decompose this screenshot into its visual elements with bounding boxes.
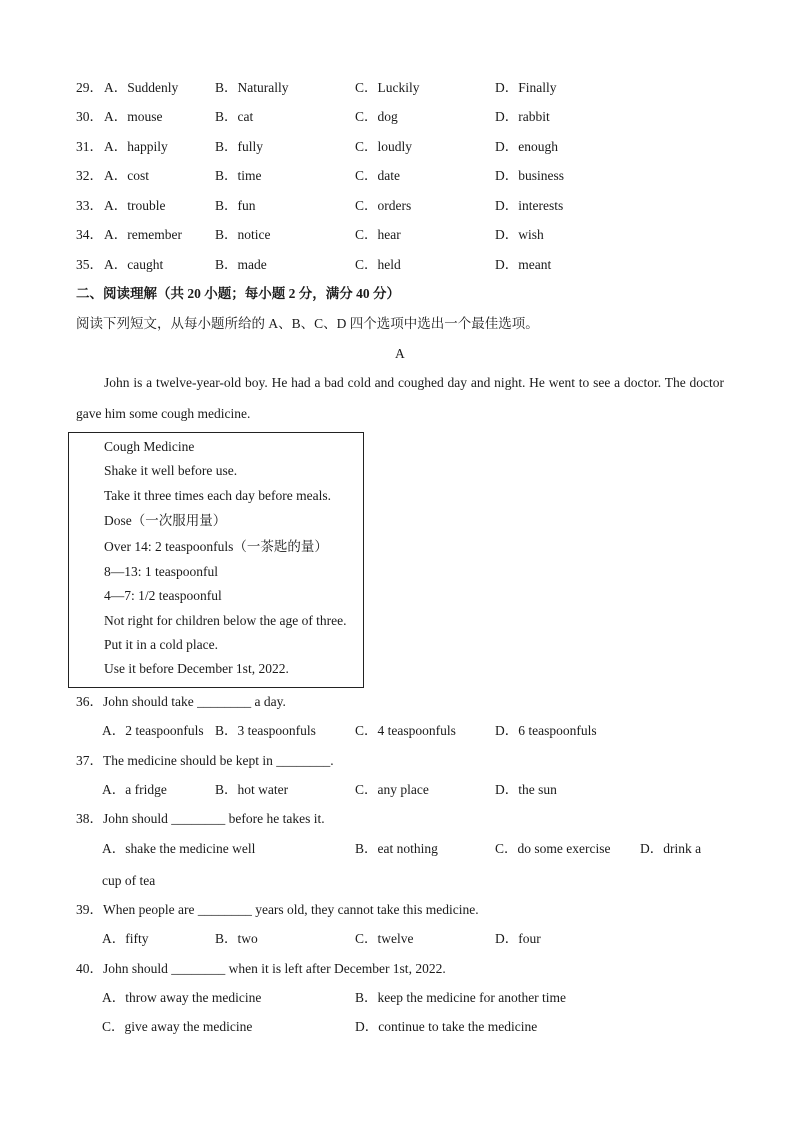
option-a: A．cost bbox=[104, 168, 149, 183]
option-b: B．3 teaspoonfuls bbox=[215, 723, 316, 738]
option-d: D．the sun bbox=[495, 782, 557, 797]
option-c: C．give away the medicine bbox=[102, 1019, 253, 1034]
option-c: C．4 teaspoonfuls bbox=[355, 723, 456, 738]
label-line: Over 14: 2 teaspoonfuls（一茶匙的量） bbox=[104, 539, 328, 554]
option-d: D．continue to take the medicine bbox=[355, 1019, 538, 1034]
option-b: B．fully bbox=[215, 139, 264, 154]
label-line: 8—13: 1 teaspoonful bbox=[104, 564, 218, 579]
option-b: B．eat nothing bbox=[355, 841, 438, 856]
option-a: A．fifty bbox=[102, 931, 149, 946]
option-b: B．cat bbox=[215, 109, 254, 124]
label-line: Shake it well before use. bbox=[104, 463, 238, 478]
option-d: D．interests bbox=[495, 198, 564, 213]
option-a: A．throw away the medicine bbox=[102, 990, 262, 1005]
question-number: 33． bbox=[76, 198, 103, 213]
option-b: B．two bbox=[215, 931, 258, 946]
option-c: C．orders bbox=[355, 198, 412, 213]
question-stem: 37．The medicine should be kept in ________. bbox=[76, 753, 334, 768]
section-instruction: 阅读下列短文，从每小题所给的 A、B、C、D 四个选项中选出一个最佳选项。 bbox=[76, 316, 539, 331]
option-a: A．2 teaspoonfuls bbox=[102, 723, 204, 738]
passage-intro: John is a twelve-year-old boy. He had a bad cold and coughed day and night. He went to see a doctor. The doctor gave him some cough medicine. bbox=[76, 375, 724, 421]
option-d: D．Finally bbox=[495, 80, 557, 95]
section-heading: 二、阅读理解（共 20 小题；每小题 2 分，满分 40 分） bbox=[76, 286, 400, 301]
question-number: 29． bbox=[76, 80, 103, 95]
question-number: 35． bbox=[76, 257, 103, 272]
option-b: B．made bbox=[215, 257, 267, 272]
option-a: A．caught bbox=[104, 257, 164, 272]
question-number: 34． bbox=[76, 227, 103, 242]
option-b: B．notice bbox=[215, 227, 271, 242]
question-stem: 36．John should take ________ a day. bbox=[76, 694, 286, 709]
option-b: B．hot water bbox=[215, 782, 289, 797]
question-stem: 40．John should ________ when it is left after December 1st, 2022. bbox=[76, 961, 446, 976]
label-line: 4—7: 1/2 teaspoonful bbox=[104, 588, 222, 603]
question-stem: 39．When people are ________ years old, they cannot take this medicine. bbox=[76, 902, 479, 917]
option-a: A．Suddenly bbox=[104, 80, 179, 95]
option-c: C．held bbox=[355, 257, 401, 272]
question-stem: 38．John should ________ before he takes it. bbox=[76, 811, 325, 826]
option-d: D．meant bbox=[495, 257, 552, 272]
label-line: Dose（一次服用量） bbox=[104, 513, 227, 528]
option-c: C．twelve bbox=[355, 931, 414, 946]
question-number: 32． bbox=[76, 168, 103, 183]
option-c: C．loudly bbox=[355, 139, 413, 154]
option-d: D．enough bbox=[495, 139, 558, 154]
option-d: D．rabbit bbox=[495, 109, 550, 124]
option-c: C．Luckily bbox=[355, 80, 420, 95]
label-line: Take it three times each day before meals. bbox=[104, 488, 331, 503]
option-c: C．date bbox=[355, 168, 400, 183]
medicine-label-box bbox=[68, 432, 364, 688]
option-a: A．a fridge bbox=[102, 782, 167, 797]
option-c: C．do some exercise bbox=[495, 841, 611, 856]
option-c: C．hear bbox=[355, 227, 401, 242]
option-d: D．drink a bbox=[640, 841, 702, 856]
label-line: Not right for children below the age of three. bbox=[104, 613, 347, 628]
passage-label: A bbox=[395, 346, 405, 361]
option-d: D．business bbox=[495, 168, 565, 183]
option-b: B．keep the medicine for another time bbox=[355, 990, 567, 1005]
label-line: Use it before December 1st, 2022. bbox=[104, 661, 289, 676]
option-a: A．mouse bbox=[104, 109, 163, 124]
option-b: B．time bbox=[215, 168, 262, 183]
option-d: D．6 teaspoonfuls bbox=[495, 723, 597, 738]
option-a: A．happily bbox=[104, 139, 168, 154]
option-d-continued: cup of tea bbox=[102, 873, 156, 888]
question-number: 30． bbox=[76, 109, 103, 124]
option-d: D．wish bbox=[495, 227, 544, 242]
option-c: C．any place bbox=[355, 782, 429, 797]
option-c: C．dog bbox=[355, 109, 398, 124]
label-line: Cough Medicine bbox=[104, 439, 195, 454]
option-d: D．four bbox=[495, 931, 541, 946]
question-number: 31． bbox=[76, 139, 103, 154]
label-line: Put it in a cold place. bbox=[104, 637, 218, 652]
option-a: A．shake the medicine well bbox=[102, 841, 256, 856]
option-a: A．trouble bbox=[104, 198, 166, 213]
option-b: B．fun bbox=[215, 198, 256, 213]
option-b: B．Naturally bbox=[215, 80, 289, 95]
option-a: A．remember bbox=[104, 227, 182, 242]
